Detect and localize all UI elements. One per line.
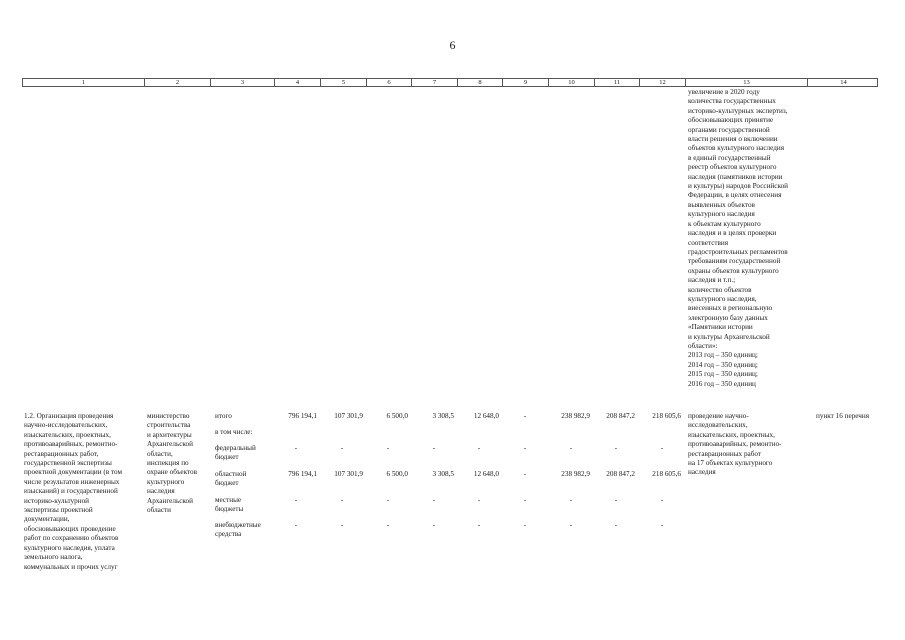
header-col-6: 6 — [366, 79, 411, 86]
extra-col7: - — [432, 521, 436, 529]
total-col11: 208 847,2 — [606, 412, 635, 420]
total-col9: - — [523, 412, 527, 420]
funding-row-incl-label: в том числе: — [215, 428, 253, 436]
funding-row-federal-label: федеральный бюджет — [215, 444, 256, 462]
total-col6: 6 500,0 — [386, 412, 408, 420]
measure-executor: министерство строительства и архитектуры Архангельской области, инспекция по охране объектов культурного наследия Архангельской области — [147, 412, 198, 515]
header-col-2: 2 — [144, 79, 210, 86]
local-col9: - — [523, 496, 527, 504]
header-col-9: 9 — [502, 79, 548, 86]
total-col7: 3 308,5 — [432, 412, 454, 420]
federal-col6: - — [386, 444, 390, 452]
regional-col5: 107 301,9 — [334, 470, 363, 478]
federal-col12: - — [660, 444, 664, 452]
federal-col4: - — [294, 444, 298, 452]
measure-link: пункт 16 перечня — [816, 412, 870, 420]
page-number: 6 — [449, 38, 456, 52]
measure-name: 1.2. Организация проведения научно-исследовательских, изыскательских, проектных, противоаварийных, ремонтно- реставрационных работ, государственной экспертизы проектной документации (в том числе результатов инженерных изысканий) и государственной историко-культурной экспертизы проектной документации, обосновывающих проведение работ по сохранению объектов культурного наследия, уплата земельного налога, коммунальных и прочих услуг — [24, 412, 123, 571]
regional-col11: 208 847,2 — [606, 470, 635, 478]
federal-col8: - — [477, 444, 481, 452]
regional-col12: 218 605,6 — [652, 470, 681, 478]
local-col4: - — [294, 496, 298, 504]
header-col-4: 4 — [274, 79, 320, 86]
funding-row-regional-label: областной бюджет — [215, 470, 247, 488]
header-col-1: 1 — [81, 79, 86, 86]
local-col5: - — [340, 496, 344, 504]
total-col5: 107 301,9 — [334, 412, 363, 420]
header-col-14: 14 — [807, 79, 879, 86]
local-col6: - — [386, 496, 390, 504]
header-col-12: 12 — [639, 79, 685, 86]
header-col-10: 10 — [548, 79, 594, 86]
header-col-7: 7 — [411, 79, 457, 86]
extra-col10: - — [569, 521, 573, 529]
regional-col10: 238 982,9 — [561, 470, 590, 478]
extra-col12: - — [660, 521, 664, 529]
header-col-11: 11 — [594, 79, 639, 86]
extra-col4: - — [294, 521, 298, 529]
header-col-3: 3 — [210, 79, 274, 86]
regional-col9: - — [523, 470, 527, 478]
local-col10: - — [569, 496, 573, 504]
federal-col9: - — [523, 444, 527, 452]
funding-row-local-label: местные бюджеты — [215, 496, 244, 514]
header-col-8: 8 — [457, 79, 502, 86]
local-col11: - — [614, 496, 618, 504]
total-col4: 796 194,1 — [288, 412, 317, 420]
extra-col9: - — [523, 521, 527, 529]
funding-row-extra-label: внебюджетные средства — [215, 521, 261, 539]
regional-col6: 6 500,0 — [386, 470, 408, 478]
extra-col11: - — [614, 521, 618, 529]
regional-col8: 12 648,0 — [473, 470, 499, 478]
funding-row-total-label: итого — [215, 412, 232, 420]
local-col8: - — [477, 496, 481, 504]
total-col12: 218 605,6 — [652, 412, 681, 420]
total-col8: 12 648,0 — [473, 412, 499, 420]
federal-col10: - — [569, 444, 573, 452]
extra-col5: - — [340, 521, 344, 529]
local-col12: - — [660, 496, 664, 504]
total-col10: 238 982,9 — [561, 412, 590, 420]
federal-col11: - — [614, 444, 618, 452]
extra-col8: - — [477, 521, 481, 529]
regional-col4: 796 194,1 — [288, 470, 317, 478]
federal-col5: - — [340, 444, 344, 452]
local-col7: - — [432, 496, 436, 504]
extra-col6: - — [386, 521, 390, 529]
header-col-5: 5 — [320, 79, 366, 86]
regional-col7: 3 308,5 — [432, 470, 454, 478]
federal-col7: - — [432, 444, 436, 452]
table-header-row — [22, 78, 878, 87]
continuation-target-indicators: увеличение в 2020 году количества государственных историко-культурных экспертиз, обосновывающих принятие органами государственной власти решения о включении объектов культурного наследия в единый государственный реестр объектов культурного наследия (памятников истории и культуры) народов Российской Федерации, в целях отнесения выявленных объектов культурного наследия к объектам культурного наследия и в целях проверки соответствия градостроительных регламентов требованиям государственной охраны объектов культурного наследия и т.п.; количество объектов культурного наследия, внесенных в региональную электронную базу данных «Памятники истории и культуры Архангельской области»: 2013 год – 350 единиц; 2014 год – 350 единиц; 2015 год – 350 единиц; 2016 год – 350 единиц — [688, 88, 789, 388]
measure-result: проведение научно- исследовательских, изыскательских, проектных, противоаварийных, ремонтно- реставрационных работ на 17 объектах культурного наследия — [688, 412, 782, 477]
header-col-13: 13 — [685, 79, 807, 86]
